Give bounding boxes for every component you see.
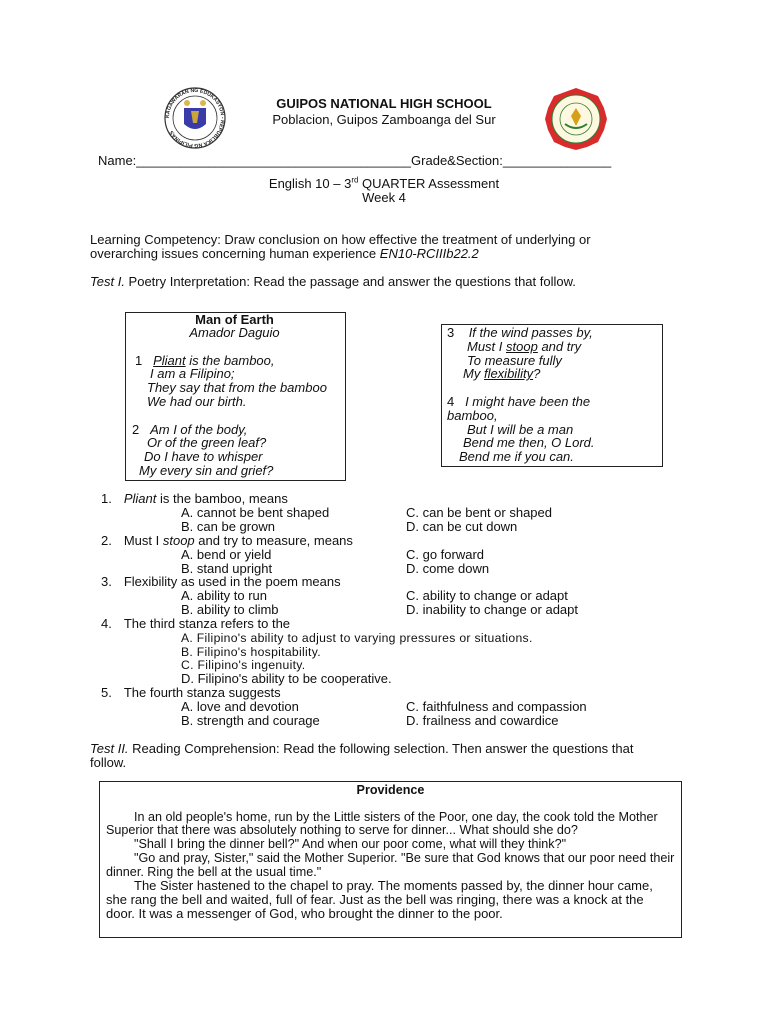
stanza-3-line-2: Must I stoop and try	[467, 339, 582, 354]
option-a[interactable]: A. Filipino's ability to adjust to varying pressures or situations.	[181, 631, 533, 645]
option-d[interactable]: D. come down	[406, 561, 490, 576]
option-c[interactable]: C. faithfulness and compassion	[406, 699, 587, 714]
poem-title: Man of Earth	[195, 312, 274, 327]
stanza-2-line-3: Do I have to whisper	[144, 449, 263, 464]
option-d[interactable]: D. frailness and cowardice	[406, 713, 559, 728]
test2-instruction-line-1: Test II. Reading Comprehension: Read the following selection. Then answer the questions that	[90, 741, 634, 756]
question-4: 4. The third stanza refers to the	[101, 616, 291, 631]
stanza-4-line-3: But I will be a man	[467, 422, 574, 437]
competency-code: EN10-RCIIIb22.2	[379, 246, 479, 261]
passage-paragraph: "Shall I bring the dinner bell?" And when our poor come, what will they think?"	[134, 837, 567, 852]
stanza-3-line-1: 3 If the wind passes by,	[447, 325, 593, 340]
option-a[interactable]: A. ability to run	[181, 588, 267, 603]
passage-paragraph: "Go and pray, Sister," said the Mother Superior. "Be sure that God knows that our poor need their dinner. Ring the bell at the usual time."	[106, 850, 675, 879]
passage-box	[99, 781, 682, 938]
name-blank[interactable]: ______________________________________	[136, 153, 412, 168]
option-b[interactable]: B. Filipino's hospitability.	[181, 645, 321, 659]
test2-instruction-line-2: follow.	[90, 755, 127, 770]
option-c[interactable]: C. can be bent or shaped	[406, 505, 552, 520]
option-b[interactable]: B. strength and courage	[181, 713, 320, 728]
question-1: 1. Pliant is the bamboo, means	[101, 491, 288, 506]
option-c[interactable]: C. Filipino's ingenuity.	[181, 658, 306, 672]
option-a[interactable]: A. love and devotion	[181, 699, 299, 714]
passage-paragraph: The Sister hastened to the chapel to pray. The moments passed by, the dinner hour came, she rang the bell and waited, full of fear. Just as the bell was ringing, there was a knock at the door. It was a messenger of God, who brought the dinner to the poor.	[106, 878, 653, 921]
poem-author: Amador Daguio	[189, 325, 280, 340]
test1-instruction: Test I. Poetry Interpretation: Read the passage and answer the questions that follow.	[90, 274, 576, 289]
option-d[interactable]: D. inability to change or adapt	[406, 602, 578, 617]
option-a[interactable]: A. cannot be bent shaped	[181, 505, 330, 520]
stanza-2-line-1: 2 Am I of the body,	[132, 422, 248, 437]
stanza-4-line-5: Bend me if you can.	[459, 449, 574, 464]
passage-paragraph: In an old people's home, run by the Little sisters of the Poor, one day, the cook told the Mother Superior that there was absolutely nothing to serve for dinner... What should she do?	[106, 809, 658, 838]
competency-line-1: Learning Competency: Draw conclusion on how effective the treatment of underlying or	[90, 232, 591, 247]
assessment-week: Week 4	[362, 190, 406, 205]
stanza-1-line-4: We had our birth.	[147, 394, 247, 409]
question-5: 5. The fourth stanza suggests	[101, 685, 281, 700]
option-d[interactable]: D. Filipino's ability to be cooperative.	[181, 671, 392, 686]
stanza-3-line-3: To measure fully	[467, 353, 562, 368]
left-logo-ring-text: KAGAWARAN NG EDUKASYON - REPUBLIKA NG PILIPINAS	[164, 87, 226, 149]
option-b[interactable]: B. ability to climb	[181, 602, 279, 617]
stanza-4-line-2: bamboo,	[447, 408, 498, 423]
option-b[interactable]: B. can be grown	[181, 519, 275, 534]
stanza-2-line-2: Or of the green leaf?	[147, 435, 267, 450]
stanza-1-line-2: I am a Filipino;	[150, 366, 235, 381]
stanza-1-line-1: 1 Pliant is the bamboo,	[135, 353, 275, 368]
stanza-1-line-3: They say that from the bamboo	[147, 380, 327, 395]
grade-section-label: Grade&Section:	[411, 153, 503, 168]
option-c[interactable]: C. ability to change or adapt	[406, 588, 568, 603]
school-address: Poblacion, Guipos Zamboanga del Sur	[272, 112, 496, 127]
grade-section-blank[interactable]: _______________	[502, 153, 612, 168]
option-c[interactable]: C. go forward	[406, 547, 485, 562]
passage-title: Providence	[356, 783, 425, 797]
competency-line-2: overarching issues concerning human experience EN10-RCIIIb22.2	[90, 246, 479, 261]
school-name: GUIPOS NATIONAL HIGH SCHOOL	[276, 96, 492, 111]
option-a[interactable]: A. bend or yield	[181, 547, 272, 562]
stanza-3-line-4: My flexibility?	[463, 366, 541, 381]
question-3: 3. Flexibility as used in the poem means	[101, 574, 341, 589]
option-b[interactable]: B. stand upright	[181, 561, 273, 576]
assessment-title: English 10 – 3rd QUARTER Assessment	[268, 175, 500, 191]
stanza-4-line-4: Bend me then, O Lord.	[463, 435, 595, 450]
question-2: 2. Must I stoop and try to measure, means	[101, 533, 353, 548]
name-field[interactable]	[98, 154, 611, 168]
stanza-4-line-1: 4 I might have been the	[447, 394, 591, 409]
name-label: Name:	[98, 153, 137, 168]
option-d[interactable]: D. can be cut down	[406, 519, 518, 534]
stanza-2-line-4: My every sin and grief?	[139, 463, 274, 478]
